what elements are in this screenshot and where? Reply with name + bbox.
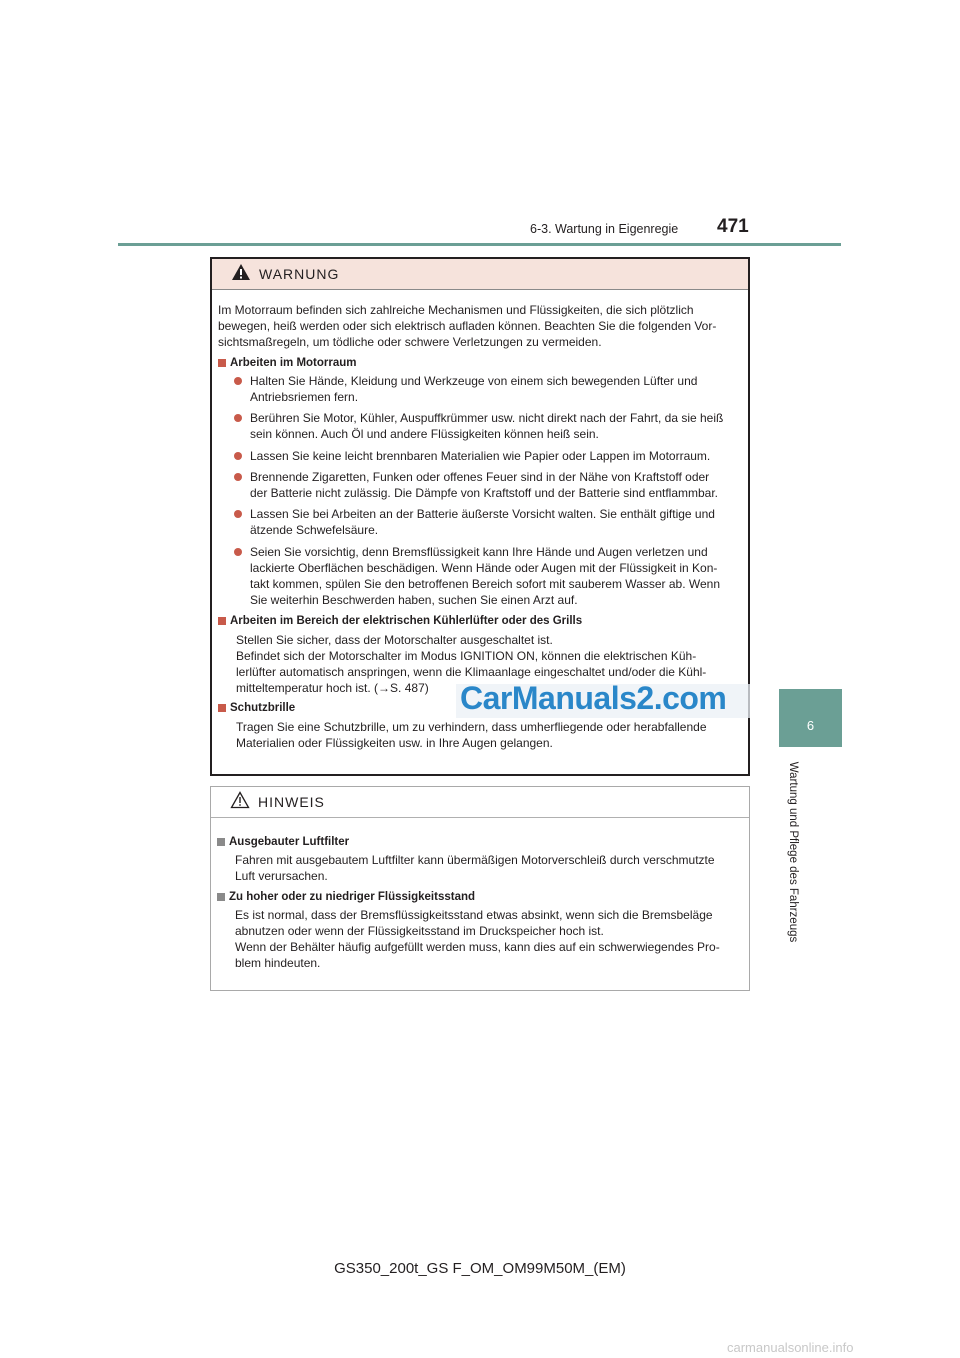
warning-section-text: Stellen Sie sicher, dass der Motorschalter ausgeschaltet ist. Befindet sich der Motorschalter im Modus IGNITION ON, können die elektrischen Küh- lerlüfter automatisch anspringen, wenn die Klimaanlage eingeschaltet und/oder die Kühl- mitteltemperatur hoch ist. (→S. 487) xyxy=(236,632,707,696)
bullet-item: Lassen Sie keine leicht brennbaren Materialien wie Papier oder Lappen im Motorraum. xyxy=(218,448,742,464)
page-number: 471 xyxy=(717,216,749,237)
square-bullet-icon xyxy=(218,704,226,712)
note-section-heading: Ausgebauter Luftfilter xyxy=(217,834,743,850)
bullet-item: Halten Sie Hände, Kleidung und Werkzeuge von einem sich bewegenden Lüfter und Antriebsriemen fern. xyxy=(218,373,742,405)
text-line: Im Motorraum befinden sich zahlreiche Mechanismen und Flüssigkeiten, die sich plötzlich xyxy=(218,303,694,317)
note-header xyxy=(211,787,749,818)
bullet-item: Seien Sie vorsichtig, denn Bremsflüssigkeit kann Ihre Hände und Augen verletzen und lackierte Oberflächen beschädigen. Wenn Hände oder Augen mit der Flüssigkeit in Kon- takt kommen, spülen Sie den betroffenen Bereich sofort mit sauberem Wasser ab. Wenn Sie weiterhin Beschwerden haben, suchen Sie einen Arzt auf. xyxy=(218,544,742,609)
circle-bullet-icon xyxy=(234,377,242,385)
note-box xyxy=(210,786,750,991)
square-bullet-icon xyxy=(217,838,225,846)
text-line: sichtsmaßregeln, um tödliche oder schwere Verletzungen zu vermeiden. xyxy=(218,335,602,350)
watermark-text: CarManuals2.com xyxy=(460,680,727,716)
circle-bullet-icon xyxy=(234,510,242,518)
header-rule xyxy=(118,243,841,246)
bullet-item: Berühren Sie Motor, Kühler, Auspuffkrümmer usw. nicht direkt nach der Fahrt, da sie heiß sein können. Auch Öl und andere Flüssigkeiten können heiß sein. xyxy=(218,410,742,442)
warning-section-text: Tragen Sie eine Schutzbrille, um zu verhindern, dass umherfliegende oder herabfallende Materialien oder Flüssigkeiten usw. in Ihre Augen gelangen. xyxy=(236,719,707,750)
warning-section-heading: Schutzbrille xyxy=(218,700,742,716)
caution-triangle-icon xyxy=(230,791,250,809)
chapter-number: 6 xyxy=(806,718,815,733)
circle-bullet-icon xyxy=(234,414,242,422)
note-body xyxy=(211,818,749,972)
chapter-tab xyxy=(779,689,842,747)
note-section-text: Fahren mit ausgebautem Luftfilter kann übermäßigen Motorverschleiß durch verschmutzte Luft verursachen. xyxy=(235,853,715,884)
warning-header xyxy=(212,259,748,290)
square-bullet-icon xyxy=(218,617,226,625)
bullet-item: Brennende Zigaretten, Funken oder offenes Feuer sind in der Nähe von Kraftstoff oder der Batterie nicht zulässig. Die Dämpfe von Kraftstoff und der Batterie sind entflammbar. xyxy=(218,469,742,501)
note-section-heading: Zu hoher oder zu niedriger Flüssigkeitsstand xyxy=(217,889,743,905)
circle-bullet-icon xyxy=(234,452,242,460)
circle-bullet-icon xyxy=(234,548,242,556)
note-title: HINWEIS xyxy=(258,794,325,810)
text-line: bewegen, heiß werden oder sich elektrisch aufladen können. Beachten Sie die folgenden Vor- xyxy=(218,319,717,334)
bullet-item: Lassen Sie bei Arbeiten an der Batterie äußerste Vorsicht walten. Sie enthält giftige und ätzende Schwefelsäure. xyxy=(218,506,742,538)
warning-title: WARNUNG xyxy=(259,266,340,282)
square-bullet-icon xyxy=(218,359,226,367)
warning-triangle-icon xyxy=(231,263,251,281)
chapter-label-text: Wartung und Pflege des Fahrzeugs xyxy=(787,761,799,943)
warning-section-heading: Arbeiten im Bereich der elektrischen Kühlerlüfter oder des Grills xyxy=(218,613,742,629)
circle-bullet-icon xyxy=(234,473,242,481)
section-title: 6-3. Wartung in Eigenregie xyxy=(530,222,679,236)
note-section-text: Es ist normal, dass der Bremsflüssigkeitsstand etwas absinkt, wenn sich die Bremsbeläge abnutzen oder wenn der Flüssigkeitsstand im Druckspeicher hoch ist. Wenn der Behälter häufig aufgefüllt werden muss, kann dies auf ein schwerwiegendes Pro- blem hindeuten. xyxy=(235,907,720,971)
model-code: GS350_200t_GS F_OM_OM99M50M_(EM) xyxy=(334,1260,626,1277)
watermark xyxy=(456,680,756,722)
warning-section-heading: Arbeiten im Motorraum xyxy=(218,355,742,371)
warning-intro xyxy=(218,302,742,351)
square-bullet-icon xyxy=(217,893,225,901)
site-watermark: carmanualsonline.info xyxy=(727,1340,854,1355)
chapter-label xyxy=(783,750,803,960)
